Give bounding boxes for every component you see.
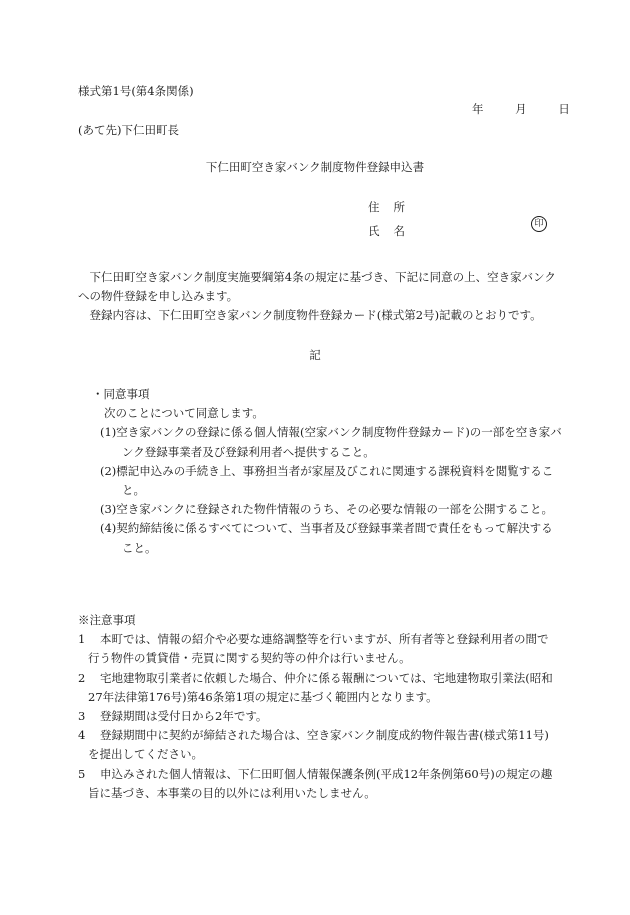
name-label: 氏名 [368,224,419,238]
date-month-label: 月 [515,102,527,116]
consent-item: (4)契約締結後に係るすべてについて、当事者及び登録事業者間で責任をもって解決すること。 [100,521,553,555]
notes-heading: ※注意事項 [78,613,136,627]
consent-list [92,423,562,557]
consent-item: (3)空き家バンクに登録された物件情報のうち、その必要な情報の一部を公開すること。 [100,502,554,517]
applicant-block [368,198,419,246]
address-label: 住所 [368,200,419,214]
consent-lead: 次のことについて同意します。 [104,406,264,421]
note-number: 1 [78,632,86,647]
consent-heading: ・同意事項 [92,387,150,401]
date-day-label: 日 [558,102,570,116]
note-item [78,669,558,707]
document-title: 下仁田町空き家バンク制度物件登録申込書 [205,160,425,174]
body-paragraph: 下仁田町空き家バンク制度実施要綱第4条の規定に基づき、下記に同意の上、空き家バンクへの物件登録を申し込みます。 [78,270,556,303]
notes-section [78,611,558,803]
note-text: 登録期間は受付日から2年です。 [100,709,268,724]
note-number: 4 [78,728,86,743]
date-row [472,103,570,117]
note-number: 3 [78,709,86,724]
seal-mark: 印 [531,216,547,232]
consent-section [92,385,562,558]
form-number: 様式第1号(第4条関係) [78,84,194,98]
body-paragraph: 登録内容は、下仁田町空き家バンク制度物件登録カード(様式第2号)記載のとおりです。 [89,308,542,322]
note-number: 2 [78,670,86,685]
application-body [78,268,558,325]
consent-item: (2)標記申込みの手続き上、事務担当者が家屋及びこれに関連する課税資料を閲覧すること。 [100,463,554,498]
note-item [78,765,558,803]
date-year-label: 年 [472,102,484,116]
note-item [78,707,558,726]
note-text: 登録期間中に契約が締結された場合は、空き家バンク制度成約物件報告書(様式第11号)を提出してください。 [88,728,549,762]
note-text: 宅地建物取引業者に依頼した場合、仲介に係る報酬については、宅地建物取引業法(昭和27年法律第176号)第46条第1項の規定に基づく範囲内となります。 [88,670,553,704]
ki-heading: 記 [309,348,321,362]
note-text: 申込みされた個人情報は、下仁田町個人情報保護条例(平成12年条例第60号)の規定の趣旨に基づき、本事業の目的以外には利用いたしません。 [88,766,553,800]
note-item [78,630,558,668]
addressee: (あて先)下仁田町長 [78,123,179,137]
notes-list [78,630,558,803]
consent-item: (1)空き家バンクの登録に係る個人情報(空家バンク制度物件登録カード)の一部を空き家バンク登録事業者及び登録利用者へ提供すること。 [100,425,562,459]
note-text: 本町では、情報の紹介や必要な連絡調整等を行いますが、所有者等と登録利用者の間で行う物件の賃貸借・売買に関する契約等の仲介は行いません。 [88,632,549,666]
note-item [78,726,558,764]
note-number: 5 [78,766,86,781]
